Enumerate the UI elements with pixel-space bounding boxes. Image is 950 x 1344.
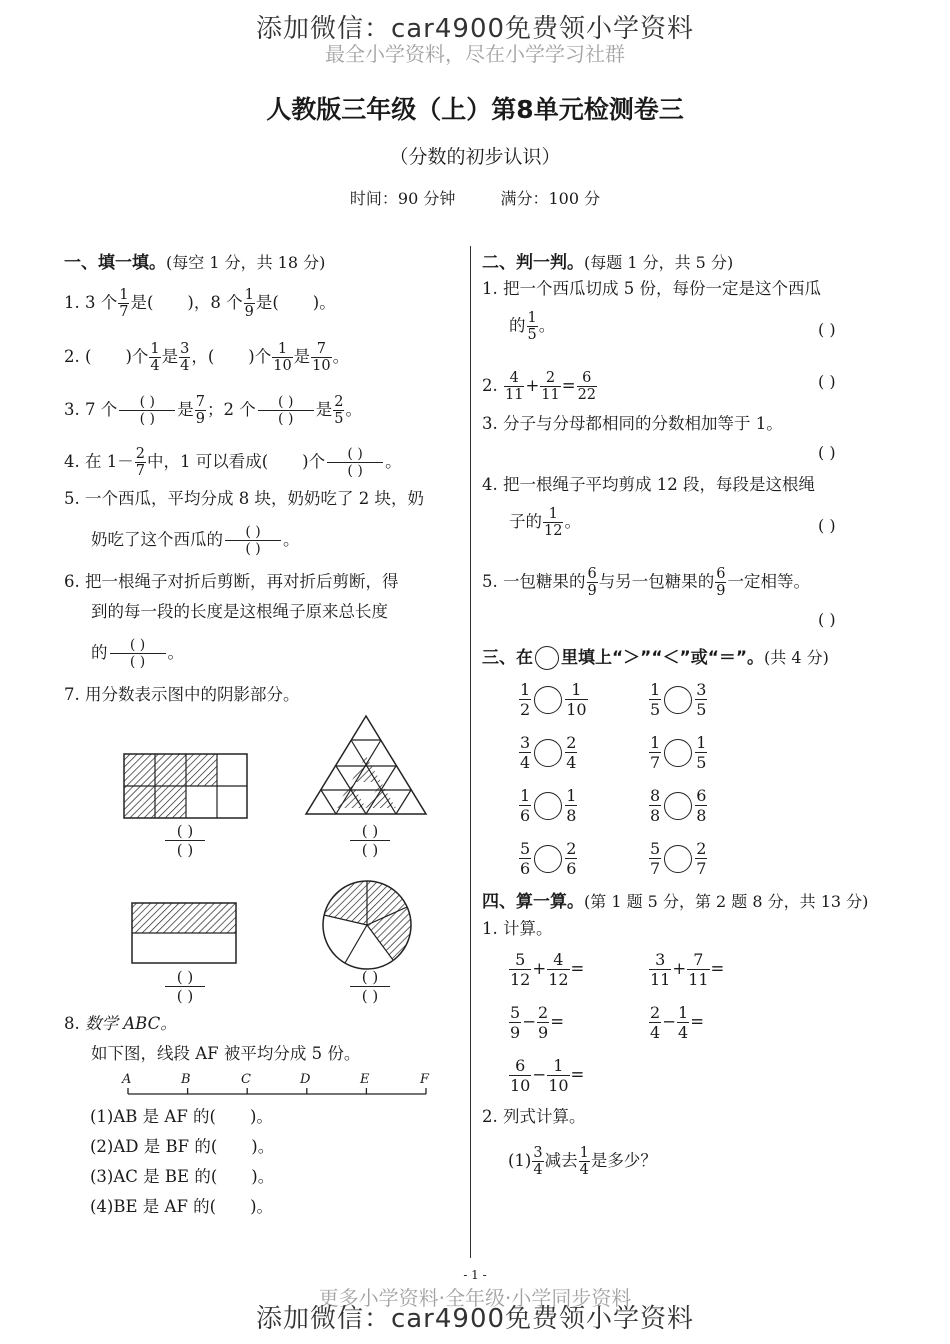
question-4-2: 2. 列式计算。 — [482, 1107, 586, 1126]
section-1-heading — [64, 248, 325, 273]
circle-figure — [323, 881, 411, 969]
question-2-1: 1. 把一个西瓜切成 5 份，每份一定是这个西瓜 的 $\frac{1}{5}$ 。 — [482, 279, 821, 343]
page-number: - 1 - — [463, 1268, 487, 1282]
compare-circle[interactable] — [534, 739, 562, 767]
judge-blank-1: ( ) — [818, 320, 836, 339]
grid-rectangle-figure — [124, 754, 247, 818]
page-subtitle: （分数的初步认识） — [389, 146, 561, 168]
question-2-3: 3. 分子与分母都相同的分数相加等于 1。 — [482, 414, 783, 433]
exam-score: 满分：100 分 — [500, 189, 601, 208]
fraction: $\frac{7}{10}$ — [312, 341, 331, 374]
question-1-4: 4. 在 1－ $\frac{2}{7}$ 中，1 可以看成( )个 ( ) ( ) 。 — [64, 446, 402, 479]
calc-expr-5: $\frac{6}{10}$ − $\frac{1}{10}$ = — [510, 1056, 585, 1095]
compare-circle[interactable] — [534, 686, 562, 714]
compare-circle[interactable] — [664, 686, 692, 714]
calc-expr-2: $\frac{3}{11}$ + $\frac{7}{11}$ = — [650, 950, 725, 989]
fraction: $\frac{3}{4}$ — [180, 341, 190, 374]
point-d-label: D — [300, 1072, 311, 1087]
point-a-label: A — [122, 1072, 132, 1087]
question-2-2: 2. $\frac{4}{11}$ + $\frac{2}{11}$ = $\frac{6}{22}$ — [482, 370, 597, 403]
compare-item: $\frac{3}{4}$ $\frac{2}{4}$ — [520, 733, 577, 772]
ghost-text-top: 最全小学资料，尽在小学学习社群 — [325, 42, 625, 66]
fraction: $\frac{1}{5}$ — [527, 310, 537, 343]
compare-item: $\frac{5}{6}$ $\frac{2}{6}$ — [520, 839, 577, 878]
ghost-text-bottom: 更多小学资料·全年级·小学同步资料 — [318, 1286, 632, 1310]
question-1-3: 3. 7 个 ( ) ( ) 是 $\frac{7}{9}$ ；2 个 ( ) ( ) 是 $\frac{2}{5}$ 。 — [64, 394, 362, 427]
point-f-label: F — [420, 1072, 430, 1087]
fraction: $\frac{1}{7}$ — [119, 287, 129, 320]
question-1-8-1: (1)AB 是 AF 的( )。 — [90, 1107, 273, 1126]
point-c-label: C — [241, 1072, 251, 1087]
exam-info — [0, 186, 950, 209]
compare-item: $\frac{1}{6}$ $\frac{1}{8}$ — [520, 786, 577, 825]
fraction: $\frac{2}{7}$ — [135, 446, 145, 479]
judge-blank-4: ( ) — [818, 516, 836, 535]
point-e-label: E — [360, 1072, 370, 1087]
compare-item: $\frac{1}{7}$ $\frac{1}{5}$ — [650, 733, 707, 772]
section-4-heading — [482, 887, 868, 912]
question-4-1: 1. 计算。 — [482, 919, 553, 938]
question-1-7: 7. 用分数表示图中的阴影部分。 — [64, 685, 300, 704]
watermark-bottom: 添加微信：car4900免费领小学资料 — [255, 1304, 695, 1334]
section-4-note: (第 1 题 5 分，第 2 题 8 分，共 13 分) — [584, 892, 869, 911]
section-4-title: 四、算一算。 — [482, 892, 584, 912]
section-2-note: (每题 1 分，共 5 分) — [584, 253, 734, 272]
fraction: $\frac{1}{4}$ — [150, 341, 160, 374]
watermark-top: 添加微信：car4900免费领小学资料 — [255, 14, 695, 44]
circle-icon — [535, 646, 559, 670]
answer-blank-triangle: ( ) ( ) — [335, 822, 405, 859]
point-b-label: B — [181, 1072, 191, 1087]
page-title: 人教版三年级（上）第8单元检测卷三 — [266, 95, 684, 124]
compare-circle[interactable] — [664, 792, 692, 820]
fraction: $\frac{1}{12}$ — [544, 506, 563, 539]
section-3-heading: 三、在 里填上“＞”“＜”或“＝”。(共 4 分) — [482, 648, 829, 668]
section-2-title: 二、判一判。 — [482, 253, 584, 273]
question-2-4: 4. 把一根绳子平均剪成 12 段，每段是这根绳 子的 $\frac{1}{12}$ 。 — [482, 475, 815, 539]
compare-circle[interactable] — [664, 739, 692, 767]
question-1-8-2: (2)AD 是 BF 的( )。 — [90, 1137, 275, 1156]
fraction: $\frac{2}{5}$ — [334, 394, 344, 427]
fraction: $\frac{6}{9}$ — [716, 566, 726, 599]
compare-circle[interactable] — [534, 845, 562, 873]
compare-item: $\frac{5}{7}$ $\frac{2}{7}$ — [650, 839, 707, 878]
answer-blank-circle: ( ) ( ) — [335, 968, 405, 1005]
fraction: $\frac{2}{11}$ — [541, 370, 560, 403]
compare-item: $\frac{1}{2}$ $\frac{1}{10}$ — [520, 680, 587, 719]
compare-item: $\frac{8}{8}$ $\frac{6}{8}$ — [650, 786, 707, 825]
blank-fraction: ( ) ( ) — [327, 446, 383, 479]
question-1-1: 1. 3 个 $\frac{1}{7}$ 是( )，8 个 $\frac{1}{9}$ 是( )。 — [64, 287, 336, 320]
blank-fraction: ( ) ( ) — [119, 394, 175, 427]
fraction: $\frac{4}{11}$ — [505, 370, 524, 403]
section-1-note: (每空 1 分，共 18 分) — [166, 253, 326, 272]
compare-grid — [518, 680, 838, 878]
fraction: $\frac{7}{9}$ — [195, 394, 205, 427]
column-divider — [470, 246, 471, 1258]
blank-fraction: ( ) ( ) — [110, 637, 166, 670]
compare-item: $\frac{1}{5}$ $\frac{3}{5}$ — [650, 680, 707, 719]
question-1-8-3: (3)AC 是 BE 的( )。 — [90, 1167, 275, 1186]
triangle-figure — [306, 716, 426, 814]
section-1-title: 一、填一填。 — [64, 253, 166, 273]
answer-blank-grid: ( ) ( ) — [150, 822, 220, 859]
calc-expr-3: $\frac{5}{9}$ − $\frac{2}{9}$ = — [510, 1003, 565, 1042]
section-2-heading — [482, 248, 733, 273]
judge-blank-3: ( ) — [818, 443, 836, 462]
fraction: $\frac{6}{22}$ — [577, 370, 597, 403]
q7-figures — [110, 710, 450, 1010]
fraction: $\frac{1}{9}$ — [244, 287, 254, 320]
question-2-5: 5. 一包糖果的 $\frac{6}{9}$ 与另一包糖果的 $\frac{6}{9}$ 一定相等。 — [482, 566, 810, 599]
calc-expr-4: $\frac{2}{4}$ − $\frac{1}{4}$ = — [650, 1003, 705, 1042]
question-1-8-4: (4)BE 是 AF 的( )。 — [90, 1197, 274, 1216]
blank-fraction: ( ) ( ) — [225, 524, 281, 557]
half-rectangle-figure — [132, 903, 236, 963]
question-1-5: 5. 一个西瓜，平均分成 8 块，奶奶吃了 2 块，奶 奶吃了这个西瓜的 ( ) ( ) 。 — [64, 489, 424, 557]
fraction: $\frac{1}{10}$ — [273, 341, 292, 374]
segment-af — [118, 1072, 438, 1102]
fraction: $\frac{6}{9}$ — [587, 566, 597, 599]
question-4-2-1: (1) $\frac{3}{4}$ 减去 $\frac{1}{4}$ 是多少？ — [508, 1145, 657, 1178]
blank-fraction: ( ) ( ) — [258, 394, 314, 427]
compare-circle[interactable] — [664, 845, 692, 873]
exam-time: 时间：90 分钟 — [349, 189, 456, 208]
question-1-2: 2. ( )个 $\frac{1}{4}$ 是 $\frac{3}{4}$ ，( )个 $\frac{1}{10}$ 是 $\frac{7}{10}$ 。 — [64, 341, 350, 374]
calc-expr-1: $\frac{5}{12}$ + $\frac{4}{12}$ = — [510, 950, 585, 989]
judge-blank-5: ( ) — [818, 610, 836, 629]
answer-blank-rectangle: ( ) ( ) — [150, 968, 220, 1005]
judge-blank-2: ( ) — [818, 372, 836, 391]
question-1-8: 8. 数学 ABC。 如下图，线段 AF 被平均分成 5 份。 — [64, 1014, 361, 1063]
question-1-6: 6. 把一根绳子对折后剪断，再对折后剪断，得 到的每一段的长度是这根绳子原来总长度 的 ( ) ( ) 。 — [64, 572, 399, 670]
compare-circle[interactable] — [534, 792, 562, 820]
